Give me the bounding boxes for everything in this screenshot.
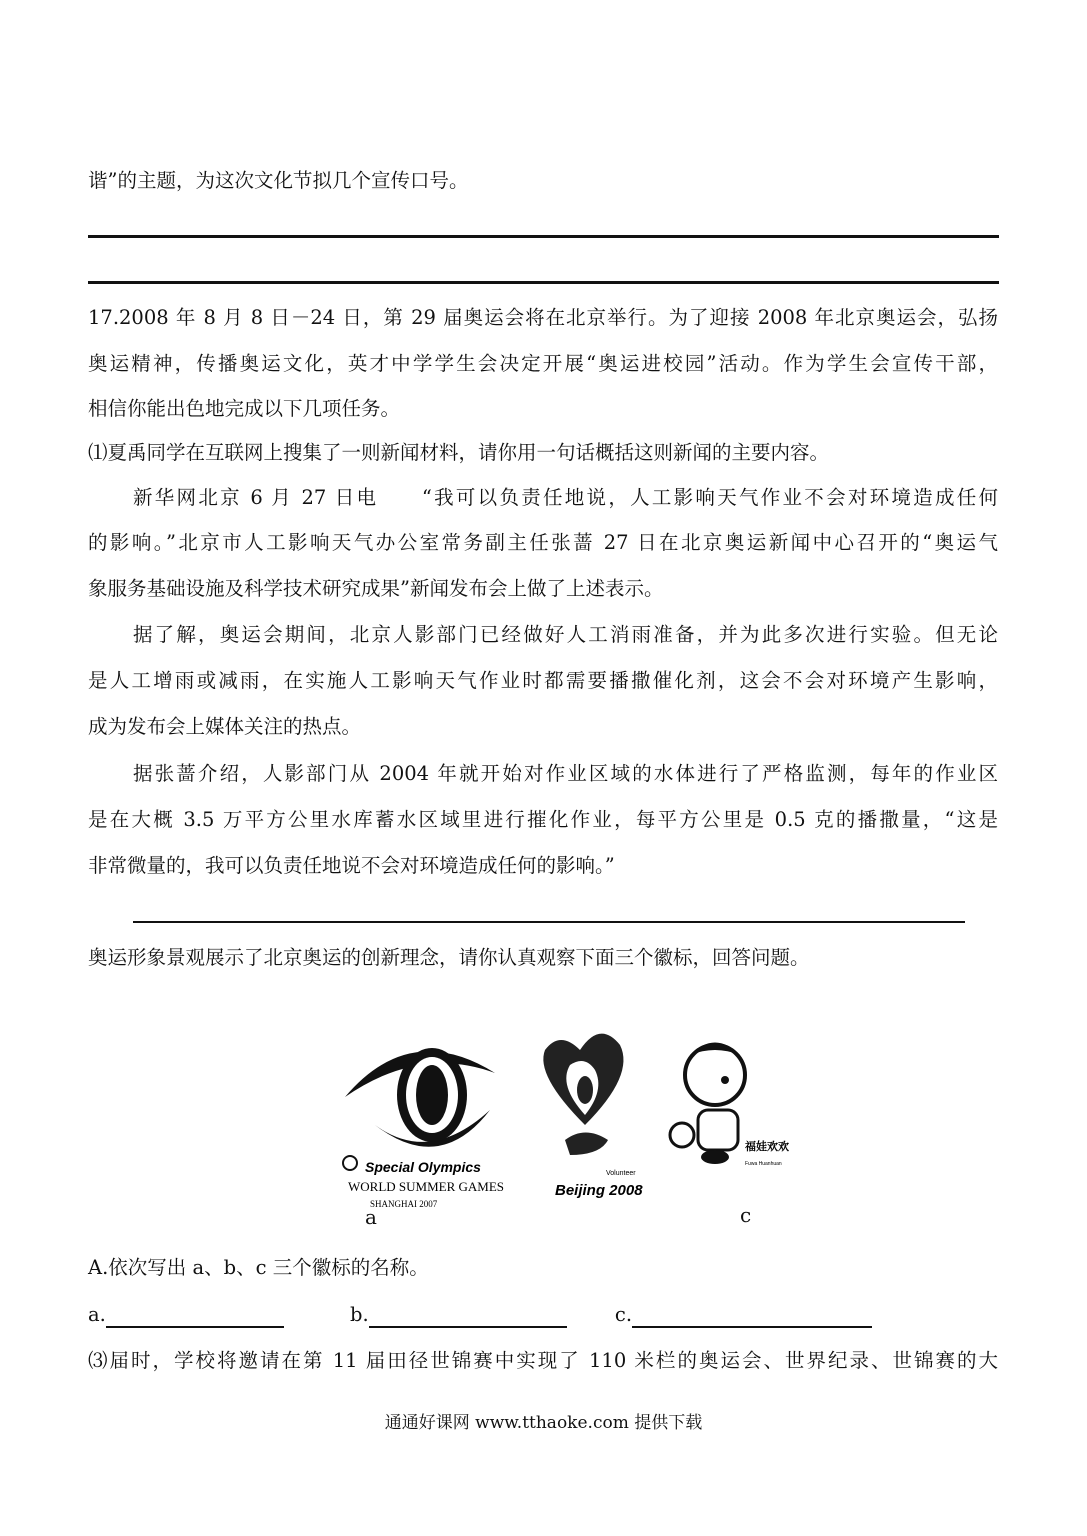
footer: 通通好课网 www.tthaoke.com 提供下载 [384,1413,703,1433]
intro-tail: 谐”的主题，为这次文化节拟几个宣传口号。 [88,169,469,192]
news-text: 象服务基础设施及科学技术研究成果”新闻发布会上做了上述表示。 [88,577,664,600]
answer-line [88,281,999,284]
blank-b[interactable] [369,1306,567,1328]
news-text: 据张蔷介绍，人影部门从 2004 年就开始对作业区域的水体进行了严格监测，每年的作业区 [133,762,998,785]
logo-b-text: Beijing 2008 [555,1182,643,1199]
news-text: 的影响。”北京市人工影响天气办公室常务副主任张蔷 27 日在北京奥运新闻中心召开的“奥运气 [88,531,998,554]
question-a: A.依次写出 a、b、c 三个徽标的名称。 [88,1256,429,1279]
subquestion-3: ⑶届时，学校将邀请在第 11 届田径世锦赛中实现了 110 米栏的奥运会、世界纪录、世锦赛的大 [88,1349,998,1372]
blank-label-a: a. [88,1303,106,1326]
answer-blanks [88,1302,998,1328]
news-text: 是人工增雨或减雨，在实施人工影响天气作业时都需要播撒催化剂，这会不会对环境产生影响， [88,669,998,692]
logo-a-text: Special Olympics [365,1159,481,1175]
logo-b-text: Volunteer [606,1170,636,1177]
question-17-text: 17.2008 年 8 月 8 日－24 日，第 29 届奥运会将在北京举行。为了迎接 2008 年北京奥运会，弘扬 [88,306,998,329]
logo-label-c: c [740,1203,752,1227]
question-17-text: 奥运精神，传播奥运文化，英才中学学生会决定开展“奥运进校园”活动。作为学生会宣传干部， [88,352,998,375]
news-text: 成为发布会上媒体关注的热点。 [88,715,362,738]
logo-c-text: 福娃欢欢 [745,1140,789,1153]
blank-label-b: b. [350,1303,369,1326]
subquestion-2: 奥运形象景观展示了北京奥运的创新理念，请你认真观察下面三个徽标，回答问题。 [88,946,810,969]
answer-line [88,235,999,238]
news-text: 是在大概 3.5 万平方公里水库蓄水区域里进行摧化作业，每平方公里是 0.5 克的播撒量，“这是 [88,808,998,831]
blank-a[interactable] [106,1306,284,1328]
emblem-images [330,1015,810,1230]
news-text: 新华网北京 6 月 27 日电 “我可以负责任地说，人工影响天气作业不会对环境造成任何 [133,486,998,509]
logo-label-a: a [365,1205,377,1229]
logo-a-text: SHANGHAI 2007 [370,1199,438,1209]
logo-a-text: WORLD SUMMER GAMES [348,1179,505,1194]
answer-line [133,921,965,923]
subquestion-1: ⑴夏禹同学在互联网上搜集了一则新闻材料，请你用一句话概括这则新闻的主要内容。 [88,441,830,464]
news-text: 非常微量的，我可以负责任地说不会对环境造成任何的影响。” [88,854,615,877]
special-olympics-logo [330,1015,810,1230]
blank-label-c: c. [614,1303,633,1326]
blank-c[interactable] [632,1306,872,1328]
logo-c-text: Fuwa Huanhuan [745,1161,782,1167]
news-text: 据了解，奥运会期间，北京人影部门已经做好人工消雨准备，并为此多次进行实验。但无论 [133,623,998,646]
question-17-text: 相信你能出色地完成以下几项任务。 [88,397,401,420]
